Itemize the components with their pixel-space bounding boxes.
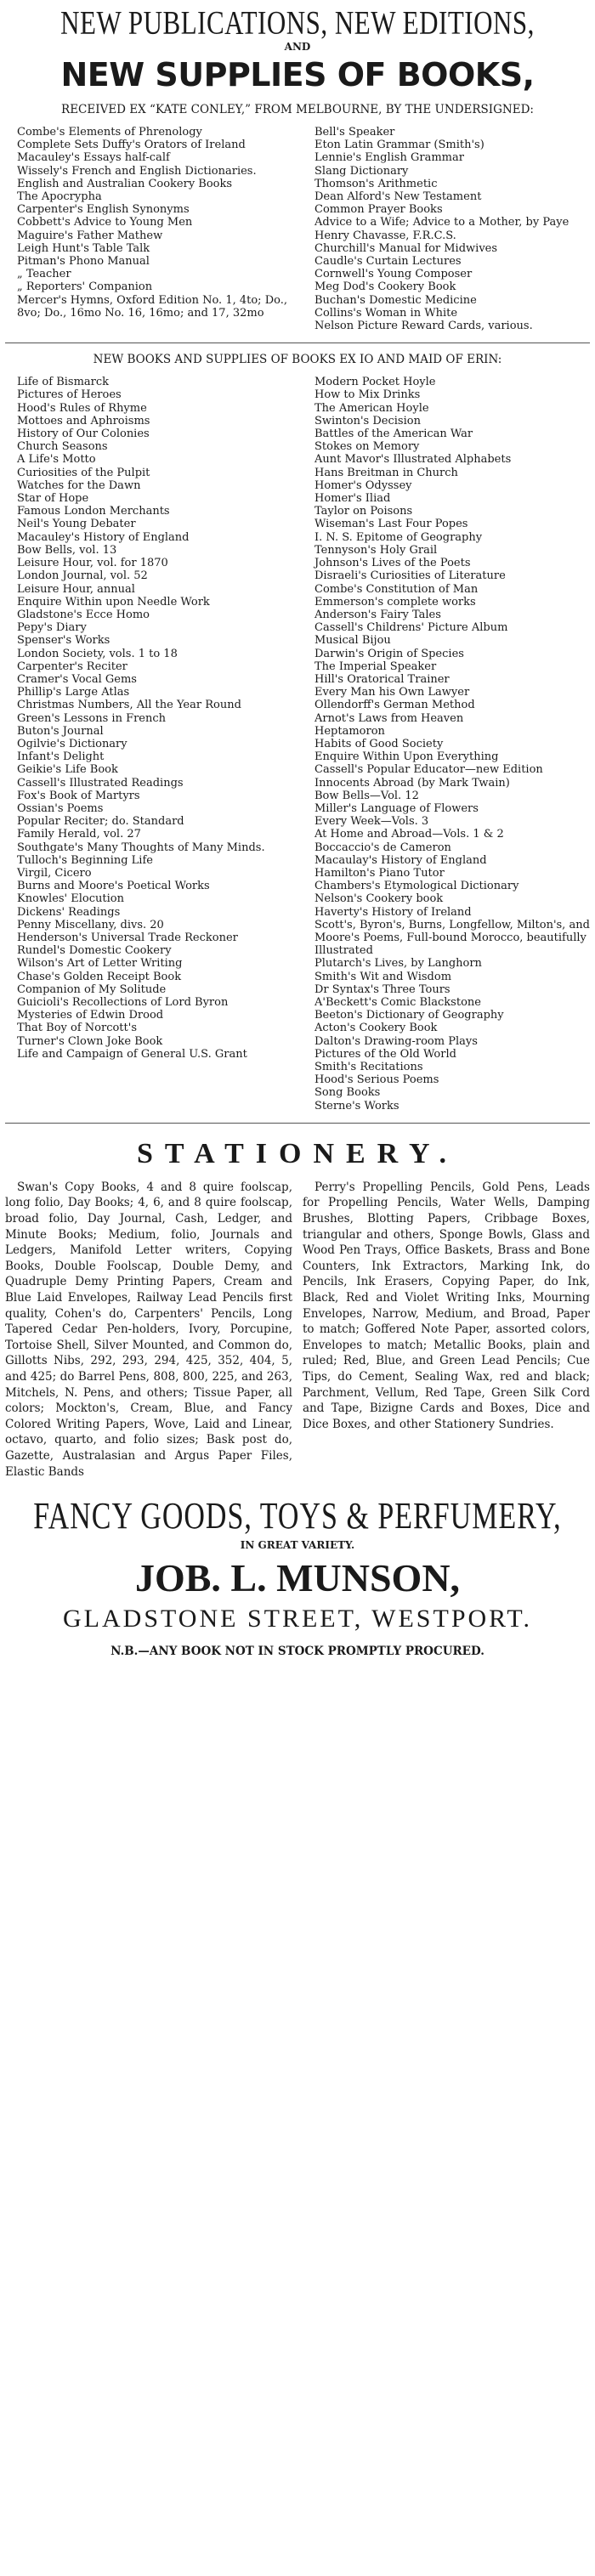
list-item: Leigh Hunt's Table Talk xyxy=(17,241,150,255)
list-item: Macaulay's History of England xyxy=(314,853,487,867)
section1-right-column xyxy=(303,126,590,332)
list-item: Life and Campaign of General U.S. Grant xyxy=(17,1047,247,1061)
list-item: Fox's Book of Martyrs xyxy=(17,789,140,802)
list-item: Stokes on Memory xyxy=(314,440,420,454)
list-item: Geikie's Life Book xyxy=(17,763,118,777)
list-item: Sterne's Works xyxy=(314,1099,400,1112)
divider xyxy=(5,1123,590,1124)
list-item: Smith's Wit and Wisdom xyxy=(314,970,452,983)
list-item: Aunt Mavor's Illustrated Alphabets xyxy=(314,453,512,467)
list-item: Homer's Iliad xyxy=(314,492,391,506)
list-item: Mercer's Hymns, Oxford Edition No. 1, 4to; Do., 8vo; Do., 16mo No. 16, 16mo; and 17, 32mo xyxy=(17,293,287,320)
list-item: Musical Bijou xyxy=(314,634,391,648)
fancy-goods-heading: FANCY GOODS, TOYS & PERFUMERY, xyxy=(33,1496,562,1537)
list-item: Carpenter's Reciter xyxy=(17,660,128,673)
list-item: Turner's Clown Joke Book xyxy=(17,1034,163,1048)
received-line: RECEIVED EX “KATE CONLEY,” FROM MELBOURNE, BY THE UNDERSIGNED: xyxy=(61,103,534,116)
list-item: Infant's Delight xyxy=(17,750,105,764)
list-item: Combe's Elements of Phrenology xyxy=(17,126,202,139)
list-item: Macauley's Essays half-calf xyxy=(17,151,170,165)
list-item: Ossian's Poems xyxy=(17,801,104,815)
list-item: Watches for the Dawn xyxy=(17,478,141,492)
list-item: Innocents Abroad (by Mark Twain) xyxy=(314,776,510,790)
list-item: A'Beckett's Comic Blackstone xyxy=(314,996,481,1009)
headline-new-supplies: NEW SUPPLIES OF BOOKS, xyxy=(60,56,535,93)
list-item: Plutarch's Lives, by Langhorn xyxy=(314,957,482,971)
list-item: Emmerson's complete works xyxy=(314,595,476,609)
list-item: Mysteries of Edwin Drood xyxy=(17,1009,164,1022)
list-item: Disraeli's Curiosities of Literature xyxy=(314,569,506,583)
list-item: Hood's Rules of Rhyme xyxy=(17,401,147,415)
list-item: Darwin's Origin of Species xyxy=(314,647,464,660)
list-item: Every Man his Own Lawyer xyxy=(314,686,470,699)
list-item: Modern Pocket Hoyle xyxy=(314,376,436,389)
list-item: Burns and Moore's Poetical Works xyxy=(17,880,210,893)
list-item: London Society, vols. 1 to 18 xyxy=(17,647,178,660)
list-item: A Life's Motto xyxy=(17,453,96,467)
list-item: I. N. S. Epitome of Geography xyxy=(314,530,483,544)
list-item: Chase's Golden Receipt Book xyxy=(17,970,182,983)
list-item: Maguire's Father Mathew xyxy=(17,229,163,242)
list-item: Lennie's English Grammar xyxy=(314,151,464,165)
list-item: Virgil, Cicero xyxy=(17,866,92,880)
merchant-name: JOB. L. MUNSON, xyxy=(134,1556,461,1600)
list-item: Star of Hope xyxy=(17,492,89,506)
list-item: Dean Alford's New Testament xyxy=(314,190,482,204)
list-item: Thomson's Arithmetic xyxy=(314,177,438,190)
headline-new-publications: NEW PUBLICATIONS, NEW EDITIONS, xyxy=(60,3,535,42)
headline-and: AND xyxy=(284,41,311,53)
list-item: Johnson's Lives of the Poets xyxy=(314,557,471,570)
list-item: Popular Reciter; do. Standard xyxy=(17,815,184,829)
list-item: „ Teacher xyxy=(17,268,71,281)
list-item: Combe's Constitution of Man xyxy=(314,582,479,596)
list-item: Mottoes and Aphroisms xyxy=(17,414,150,427)
list-item: Ollendorff's German Method xyxy=(314,699,475,712)
list-item: Ogilvie's Dictionary xyxy=(17,737,128,750)
list-item: Leisure Hour, annual xyxy=(17,582,135,596)
list-item: Bow Bells—Vol. 12 xyxy=(314,789,419,802)
list-item: Collins's Woman in White xyxy=(314,306,458,320)
list-item: Tulloch's Beginning Life xyxy=(17,853,153,867)
list-item: Life of Bismarck xyxy=(17,376,110,389)
list-item: Bell's Speaker xyxy=(314,126,395,139)
list-item: Nelson Picture Reward Cards, various. xyxy=(314,320,533,333)
list-item: Haverty's History of Ireland xyxy=(314,905,472,919)
list-item: Enquire Within upon Needle Work xyxy=(17,595,210,609)
list-item: Heptamoron xyxy=(314,724,385,738)
list-item: Cassell's Childrens' Picture Album xyxy=(314,621,508,635)
list-item: Arnot's Laws from Heaven xyxy=(314,711,464,725)
list-item: London Journal, vol. 52 xyxy=(17,569,148,583)
list-item: How to Mix Drinks xyxy=(314,388,421,402)
list-item: Guicioli's Recollections of Lord Byron xyxy=(17,996,229,1009)
list-item: Pictures of the Old World xyxy=(314,1047,456,1061)
list-item: Cassell's Popular Educator—new Edition xyxy=(314,763,543,777)
list-item: Curiosities of the Pulpit xyxy=(17,466,150,479)
list-item: At Home and Abroad—Vols. 1 & 2 xyxy=(314,828,504,841)
list-item: Habits of Good Society xyxy=(314,737,444,750)
list-item: Smith's Recitations xyxy=(314,1061,423,1074)
section1-columns xyxy=(5,126,590,332)
list-item: Acton's Cookery Book xyxy=(314,1022,438,1035)
list-item: Rundel's Domestic Cookery xyxy=(17,944,172,958)
list-item: Song Books xyxy=(314,1086,381,1100)
list-item: Spenser's Works xyxy=(17,634,110,648)
section1-left-column xyxy=(5,126,292,332)
section2-columns xyxy=(5,376,590,1112)
list-item: Phillip's Large Atlas xyxy=(17,686,130,699)
list-item: Pepy's Diary xyxy=(17,621,87,635)
list-item: Cramer's Vocal Gems xyxy=(17,672,137,686)
list-item: Pictures of Heroes xyxy=(17,388,122,402)
variety-line: IN GREAT VARIETY. xyxy=(240,1539,355,1552)
list-item: Hill's Oratorical Trainer xyxy=(314,672,450,686)
list-item: Buton's Journal xyxy=(17,724,104,738)
list-item: Chambers's Etymological Dictionary xyxy=(314,880,519,893)
list-item: Gladstone's Ecce Homo xyxy=(17,608,150,621)
list-item: Miller's Language of Flowers xyxy=(314,801,479,815)
list-item: Nelson's Cookery book xyxy=(314,892,444,906)
list-item: History of Our Colonies xyxy=(17,427,150,441)
list-item: Beeton's Dictionary of Geography xyxy=(314,1009,504,1022)
list-item: Dr Syntax's Three Tours xyxy=(314,982,450,996)
list-item: Famous London Merchants xyxy=(17,505,170,518)
list-item: Dalton's Drawing-room Plays xyxy=(314,1034,478,1048)
list-item: Christmas Numbers, All the Year Round xyxy=(17,699,241,712)
list-item: Swinton's Decision xyxy=(314,414,421,427)
list-item: Scott's, Byron's, Burns, Longfellow, Milton's, and Moore's Poems, Full-bound Morocco, beautifully Illustrated xyxy=(314,918,590,958)
list-item: Homer's Odyssey xyxy=(314,478,412,492)
list-item: The Imperial Speaker xyxy=(314,660,437,673)
list-item: Complete Sets Duffy's Orators of Ireland xyxy=(17,139,246,152)
list-item: „ Reporters' Companion xyxy=(17,280,153,294)
list-item: Hood's Serious Poems xyxy=(314,1073,439,1087)
merchant-address: GLADSTONE STREET, WESTPORT. xyxy=(63,1605,532,1633)
list-item: Wiseman's Last Four Popes xyxy=(314,518,468,531)
list-item: Battles of the American War xyxy=(314,427,473,441)
section2-heading: NEW BOOKS AND SUPPLIES OF BOOKS EX IO AND MAID OF ERIN: xyxy=(93,353,502,367)
list-item: Enquire Within Upon Everything xyxy=(314,750,499,764)
list-item: Eton Latin Grammar (Smith's) xyxy=(314,139,484,152)
list-item: Companion of My Solitude xyxy=(17,982,167,996)
list-item: Macauley's History of England xyxy=(17,530,190,544)
list-item: Hamilton's Piano Tutor xyxy=(314,866,445,880)
list-item: Bow Bells, vol. 13 xyxy=(17,543,117,557)
list-item: Knowles' Elocution xyxy=(17,892,124,906)
section2-left-column xyxy=(5,376,292,1112)
list-item: Cobbett's Advice to Young Men xyxy=(17,216,193,229)
stationery-right-text: Perry's Propelling Pencils, Gold Pens, Leads for Propelling Pencils, Water Wells, Damping Brushes, Blotting Papers, Cribbage Boxes, triangular and others, Sponge Bowls, Glass and Wood Pen Trays, Office Baskets, Brass and Bone Counters, Ink Extractors, Marking Ink, do Pencils, Ink Erasers, Copying Paper, do Ink, Black, Red and Violet Writing Inks, Mourning Envelopes, Narrow, Medium, and Broad, Paper to match; Goffered Note Paper, assorted colors, Envelopes to match; Metallic Books, plain and ruled; Red, Blue, and Green Lead Pencils; Cue Tips, do Cement, Sealing Wax, red and black; Parchment, Vellum, Red Tape, Green Silk Cord and Tape, Bizigne Cards and Boxes, Dice and Dice Boxes, and other Stationery Sundries. xyxy=(303,1180,590,1431)
nota-bene: N.B.—ANY BOOK NOT IN STOCK PROMPTLY PROCURED. xyxy=(110,1645,484,1659)
list-item: That Boy of Norcott's xyxy=(17,1022,137,1035)
list-item: Pitman's Phono Manual xyxy=(17,255,150,269)
list-item: Hans Breitman in Church xyxy=(314,466,458,479)
list-item: Anderson's Fairy Tales xyxy=(314,608,441,621)
list-item: Leisure Hour, vol. for 1870 xyxy=(17,557,168,570)
stationery-columns xyxy=(5,1180,590,1480)
list-item: Tennyson's Holy Grail xyxy=(314,543,438,557)
list-item: Cassell's Illustrated Readings xyxy=(17,776,184,790)
list-item: Southgate's Many Thoughts of Many Minds. xyxy=(17,841,265,854)
list-item: Green's Lessons in French xyxy=(17,711,167,725)
list-item: The American Hoyle xyxy=(314,401,429,415)
list-item: Slang Dictionary xyxy=(314,164,409,178)
list-item: Penny Miscellany, divs. 20 xyxy=(17,918,164,931)
list-item: The Apocrypha xyxy=(17,190,102,204)
list-item: Advice to a Wife; Advice to a Mother, by Paye Henry Chavasse, F.R.C.S. xyxy=(314,216,570,242)
list-item: Neil's Young Debater xyxy=(17,518,136,531)
list-item: Wissely's French and English Dictionaries. xyxy=(17,164,257,178)
list-item: Dickens' Readings xyxy=(17,905,121,919)
list-item: Cornwell's Young Composer xyxy=(314,268,473,281)
list-item: Carpenter's English Synonyms xyxy=(17,203,190,217)
stationery-left-text: Swan's Copy Books, 4 and 8 quire foolscap, long folio, Day Books; 4, 6, and 8 quire foolscap, broad folio, Day Journal, Cash, Ledger, and Minute Books; Medium, folio, Journals and Ledgers, Manifold Letter writers, Copying Books, Double Foolscap, Double Demy, and Quadruple Demy Printing Papers, Cream and Blue Laid Envelopes, Railway Lead Pencils first quality, Cohen's do, Carpenters' Pencils, Long Tapered Cedar Pen-holders, Ivory, Porcupine, Tortoise Shell, Silver Mounted, and Common do, Gillotts Nibs, 292, 293, 294, 425, 352, 404, 5, and 425; do Barrel Pens, 808, 800, 225, and 263, Mitchels, N. Pens, and others; Tissue Paper, all colors; Mockton's, Cream, Blue, and Fancy Colored Writing Papers, Wove, Laid and Linear, octavo, quarto, and folio sizes; Bask post do, Gazette, Australasian and Argus Paper Files, Elastic Bands xyxy=(5,1180,292,1479)
list-item: Every Week—Vols. 3 xyxy=(314,815,429,829)
list-item: Caudle's Curtain Lectures xyxy=(314,255,462,269)
list-item: Henderson's Universal Trade Reckoner xyxy=(17,931,238,944)
stationery-heading: STATIONERY. xyxy=(137,1137,458,1169)
list-item: Buchan's Domestic Medicine xyxy=(314,293,477,307)
list-item: Taylor on Poisons xyxy=(314,505,413,518)
advertisement-page xyxy=(0,2,595,1658)
list-item: Family Herald, vol. 27 xyxy=(17,828,141,841)
list-item: English and Australian Cookery Books xyxy=(17,177,233,190)
list-item: Churchill's Manual for Midwives xyxy=(314,241,498,255)
list-item: Church Seasons xyxy=(17,440,108,454)
section2-right-column xyxy=(303,376,590,1112)
list-item: Common Prayer Books xyxy=(314,203,443,217)
list-item: Meg Dod's Cookery Book xyxy=(314,280,456,294)
list-item: Boccaccio's de Cameron xyxy=(314,841,451,854)
list-item: Wilson's Art of Letter Writing xyxy=(17,957,183,971)
